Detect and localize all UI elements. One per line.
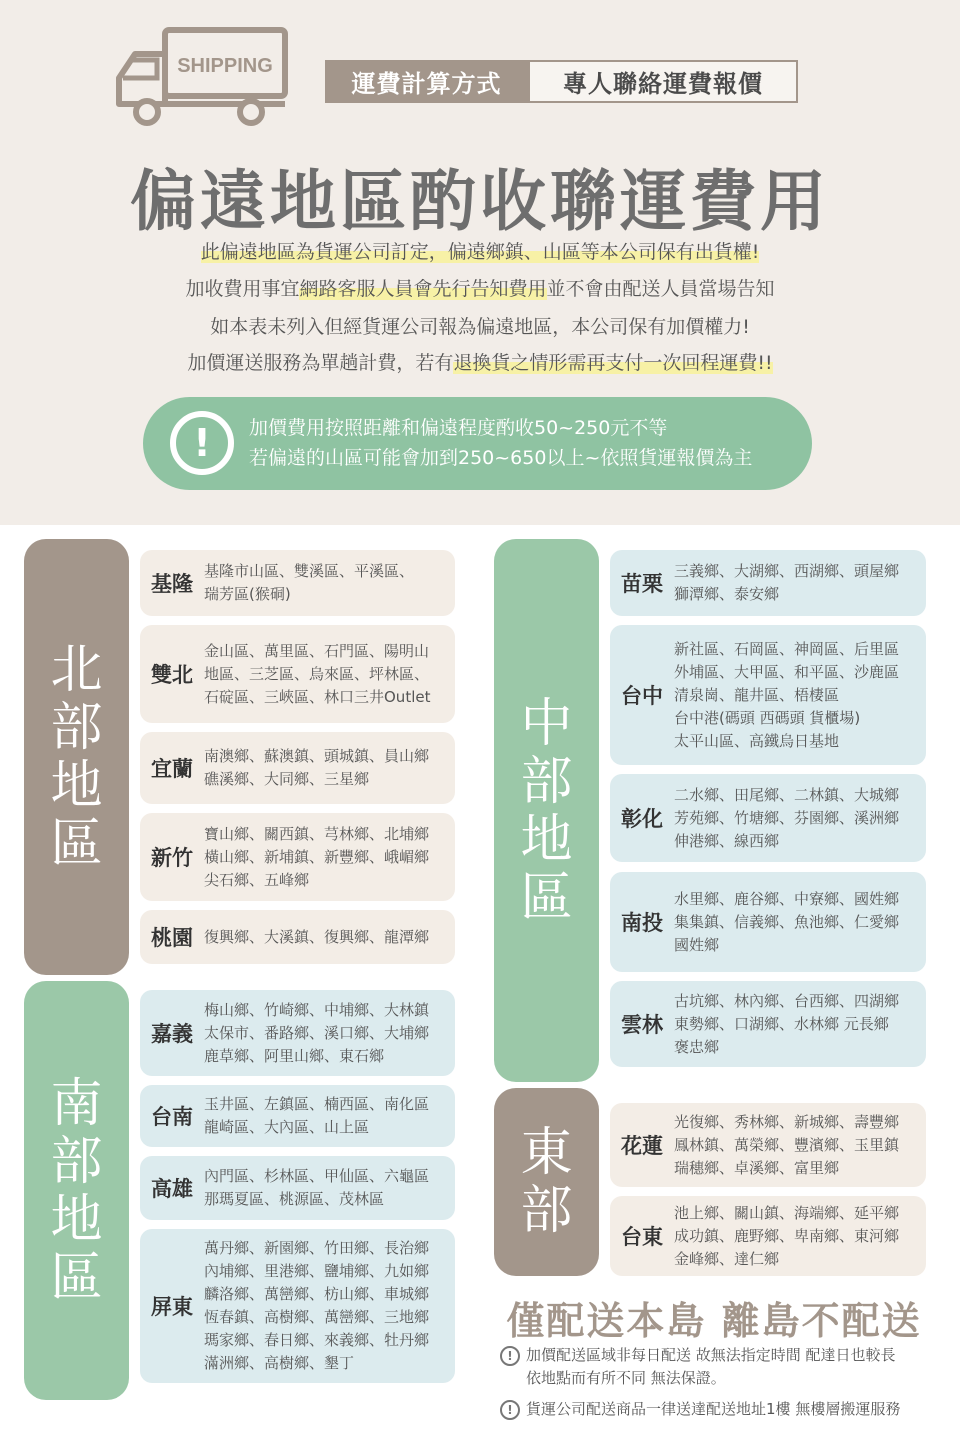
card-keelung bbox=[140, 550, 455, 616]
city-name: 花蓮 bbox=[621, 1134, 663, 1158]
card-shuangbei bbox=[140, 625, 455, 723]
region-label-south: 南部地區 bbox=[50, 1073, 103, 1308]
shipping-method-tab: 運費計算方式 bbox=[325, 60, 528, 103]
footer-note-2 bbox=[500, 1398, 955, 1421]
area-list: 光復鄉、秀林鄉、新城鄉、壽豐鄉 鳳林鎮、萬榮鄉、豐濱鄉、玉里鎮 瑞穗鄉、卓溪鄉、富里鄉 bbox=[674, 1112, 900, 1177]
contact-quote-tab: 專人聯絡運費報價 bbox=[528, 60, 798, 103]
fee-notice-text bbox=[249, 413, 752, 473]
fee-notice-line-2: 若偏遠的山區可能會加到250~650以上~依照貨運報價為主 bbox=[249, 447, 753, 469]
area-list: 復興鄉、大溪鎮、復興鄉、龍潭鄉 bbox=[204, 927, 430, 946]
city-name: 新竹 bbox=[151, 846, 193, 870]
notice-line-1-text: 此偏遠地區為貨運公司訂定，偏遠鄉鎮、山區等本公司保有出貨權! bbox=[200, 241, 760, 263]
city-name: 基隆 bbox=[151, 572, 193, 596]
area-list: 池上鄉、關山鎮、海端鄉、延平鄉 成功鎮、鹿野鄉、卑南鄉、東河鄉 金峰鄉、達仁鄉 bbox=[674, 1203, 900, 1268]
footer-note-1 bbox=[500, 1344, 950, 1390]
city-name: 高雄 bbox=[151, 1177, 193, 1201]
card-yunlin bbox=[610, 981, 926, 1067]
notice-line-4-highlight: 退換貨之情形需再支付一次回程運費!! bbox=[453, 352, 773, 374]
island-notice: 僅配送本島 離島不配送 bbox=[506, 1299, 922, 1343]
notice-line-3: 如本表未列入但經貨運公司報為偏遠地區，本公司保有加價權力! bbox=[210, 316, 750, 338]
notice-line-4-pre: 加價運送服務為單趟計費，若有 bbox=[187, 352, 454, 374]
area-list: 新社區、石岡區、神岡區、后里區 外埔區、大甲區、和平區、沙鹿區 清泉崗、龍井區、梧棲區 台中港(碼頭 西碼頭 貨櫃場) 太平山區、高鐵烏日基地 bbox=[674, 639, 900, 750]
notice-line-2 bbox=[0, 274, 960, 301]
area-list: 基隆市山區、雙溪區、平溪區、 瑞芳區(猴硐) bbox=[204, 562, 415, 603]
region-bar-east bbox=[494, 1088, 599, 1276]
region-label-north: 北部地區 bbox=[50, 640, 103, 874]
area-list: 內門區、杉林區、甲仙區、六龜區 那瑪夏區、桃源區、茂林區 bbox=[204, 1167, 430, 1208]
footer-note-1-text: 加價配送區域非每日配送 故無法指定時間 配達日也較長 依地點而有所不同 無法保證。 bbox=[526, 1346, 896, 1387]
notice-line-2-post: 並不會由配送人員當場告知 bbox=[546, 278, 775, 300]
area-list: 萬丹鄉、新園鄉、竹田鄉、長治鄉 內埔鄉、里港鄉、鹽埔鄉、九如鄉 麟洛鄉、萬巒鄉、枋山鄉、車城鄉 恆春鎮、高樹鄉、萬巒鄉、三地鄉 瑪家鄉、春日鄉、來義鄉、牡丹鄉 滿洲鄉、高樹鄉、墾丁 bbox=[204, 1239, 430, 1372]
region-label-central: 中部地區 bbox=[520, 693, 573, 928]
info-icon: ! bbox=[500, 1346, 520, 1366]
card-miaoli bbox=[610, 550, 926, 616]
area-list: 寶山鄉、關西鎮、芎林鄉、北埔鄉 橫山鄉、新埔鎮、新豐鄉、峨嵋鄉 尖石鄉、五峰鄉 bbox=[204, 824, 430, 889]
fee-notice-pill bbox=[143, 397, 812, 490]
region-bar-south bbox=[24, 981, 129, 1400]
city-name: 宜蘭 bbox=[151, 757, 193, 781]
city-name: 嘉義 bbox=[151, 1022, 193, 1046]
area-list: 二水鄉、田尾鄉、二林鎮、大城鄉 芳苑鄉、竹塘鄉、芬園鄉、溪洲鄉 伸港鄉、線西鄉 bbox=[674, 785, 900, 850]
exclamation-icon: ! bbox=[170, 411, 234, 475]
city-name: 台中 bbox=[621, 684, 663, 708]
city-name: 苗栗 bbox=[621, 572, 663, 596]
city-name: 台南 bbox=[151, 1105, 193, 1129]
area-list: 三義鄉、大湖鄉、西湖鄉、頭屋鄉 獅潭鄉、泰安鄉 bbox=[674, 562, 900, 603]
card-chiayi bbox=[140, 990, 455, 1076]
truck-icon bbox=[113, 26, 291, 128]
city-name: 桃園 bbox=[151, 926, 193, 950]
card-nantou bbox=[610, 872, 926, 972]
truck-label: SHIPPING bbox=[177, 55, 273, 77]
city-name: 台東 bbox=[621, 1225, 663, 1249]
card-pingtung bbox=[140, 1229, 455, 1383]
area-list: 玉井區、左鎮區、楠西區、南化區 龍崎區、大內區、山上區 bbox=[204, 1095, 430, 1136]
card-yilan bbox=[140, 732, 455, 804]
info-icon: ! bbox=[500, 1400, 520, 1420]
area-list: 梅山鄉、竹崎鄉、中埔鄉、大林鎮 太保市、番路鄉、溪口鄉、大埔鄉 鹿草鄉、阿里山鄉、東石鄉 bbox=[204, 1000, 430, 1065]
area-list: 水里鄉、鹿谷鄉、中寮鄉、國姓鄉 集集鎮、信義鄉、魚池鄉、仁愛鄉 國姓鄉 bbox=[674, 889, 900, 954]
region-bar-central bbox=[494, 539, 599, 1082]
city-name: 屏東 bbox=[151, 1295, 193, 1319]
notice-line-4 bbox=[0, 348, 960, 375]
card-kaohsiung bbox=[140, 1156, 455, 1220]
page-title: 偏遠地區酌收聯運費用 bbox=[130, 163, 830, 240]
card-taichung bbox=[610, 625, 926, 765]
city-name: 彰化 bbox=[621, 807, 663, 831]
card-hsinchu bbox=[140, 813, 455, 901]
region-label-east: 東部 bbox=[520, 1123, 573, 1241]
card-hualien bbox=[610, 1103, 926, 1187]
notice-line-1 bbox=[0, 237, 960, 264]
city-name: 南投 bbox=[621, 911, 663, 935]
area-list: 金山區、萬里區、石門區、陽明山 地區、三芝區、烏來區、坪林區、 石碇區、三峽區、林口三井Outlet bbox=[204, 641, 431, 706]
area-list: 南澳鄉、蘇澳鎮、頭城鎮、員山鄉 礁溪鄉、大同鄉、三星鄉 bbox=[204, 747, 430, 788]
city-name: 雙北 bbox=[151, 663, 193, 687]
card-changhua bbox=[610, 774, 926, 862]
header-section bbox=[0, 0, 960, 525]
area-list: 古坑鄉、林內鄉、台西鄉、四湖鄉 東勢鄉、口湖鄉、水林鄉 元長鄉 褒忠鄉 bbox=[674, 991, 900, 1056]
notice-line-2-pre: 加收費用事宜 bbox=[185, 278, 300, 300]
footer-note-2-text: 貨運公司配送商品一律送達配送地址1樓 無樓層搬運服務 bbox=[526, 1400, 901, 1418]
fee-notice-line-1: 加價費用按照距離和偏遠程度酌收50~250元不等 bbox=[249, 417, 668, 439]
notice-line-2-highlight: 網路客服人員會先行告知費用 bbox=[299, 278, 547, 300]
card-taitung bbox=[610, 1196, 926, 1276]
city-name: 雲林 bbox=[621, 1013, 663, 1037]
card-taoyuan bbox=[140, 910, 455, 964]
region-bar-north bbox=[24, 539, 129, 975]
card-tainan bbox=[140, 1085, 455, 1147]
